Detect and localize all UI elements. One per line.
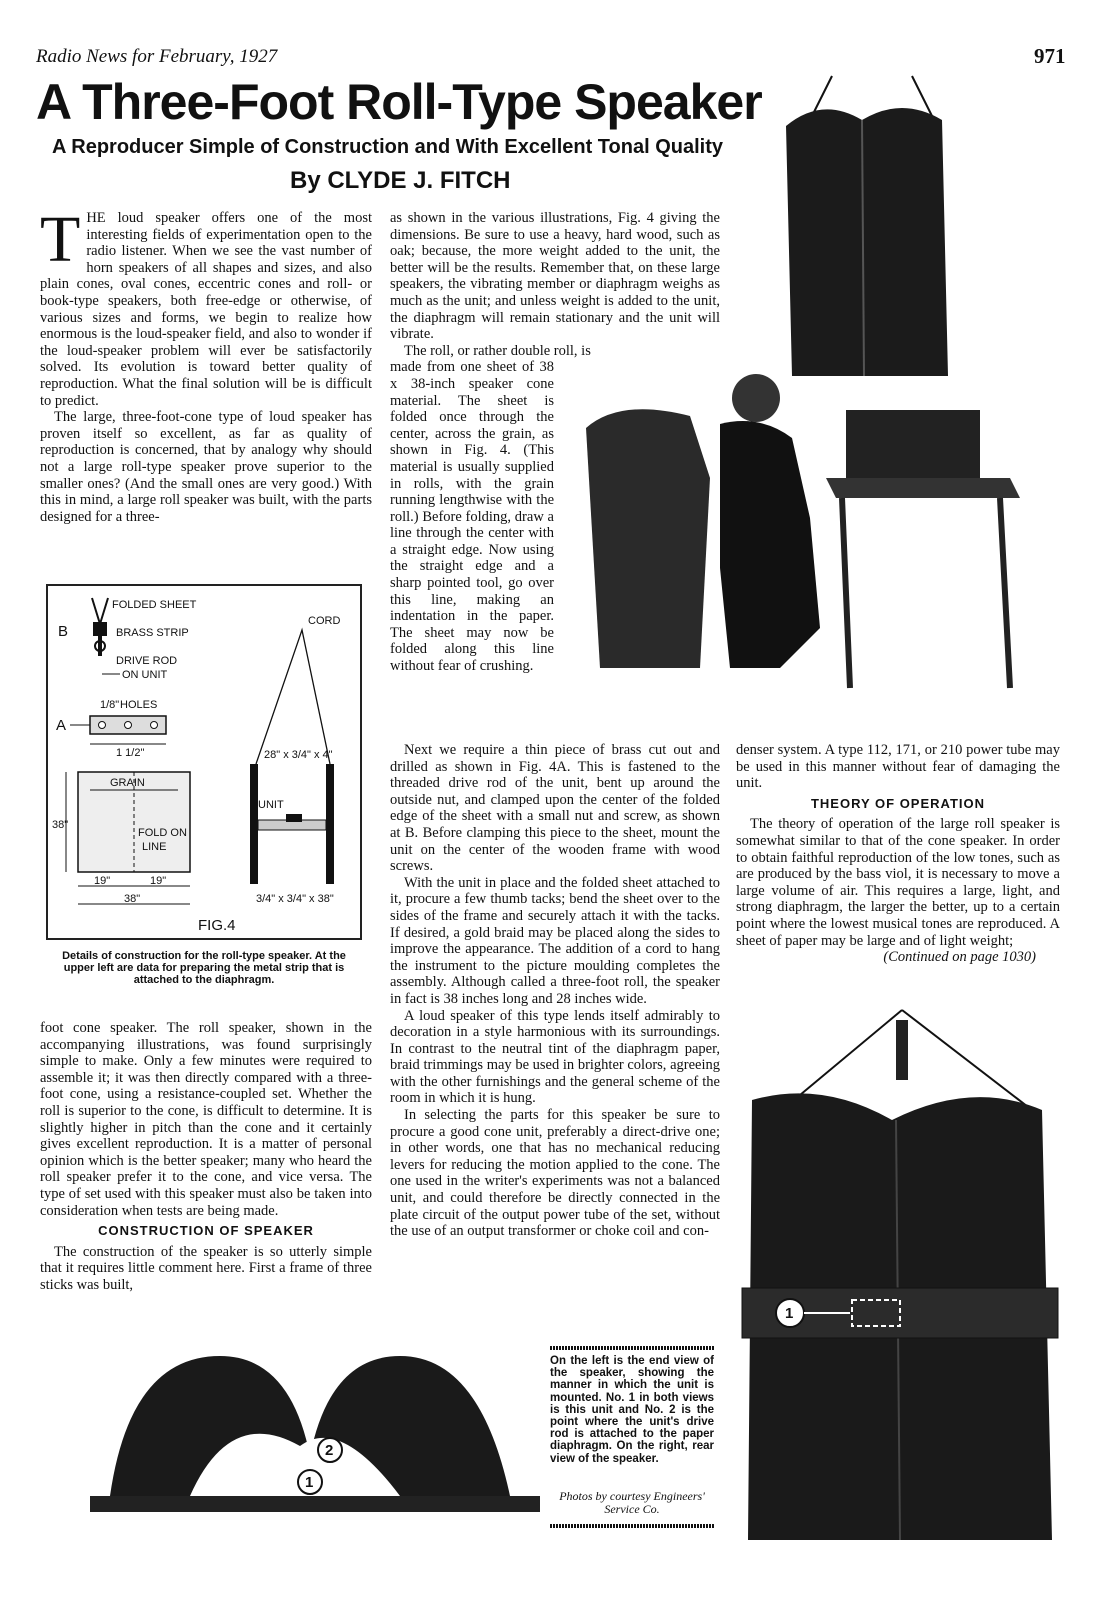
armchair-shape bbox=[586, 409, 710, 668]
byline: By CLYDE J. FITCH bbox=[290, 167, 511, 194]
folded-sheet-shape bbox=[92, 598, 108, 624]
paragraph-text: HE loud speaker offers one of the most interesting fields of experimentation open to the radio listener. When we see the vast number of horn speakers of all shapes and sizes, and also plain cones, oval cones, eccentric cones and roll- or book-type speakers, both free-edge or otherwise, of various sizes and forms, we begin to realize how enormous is the loud-speaker field, and also to wonder if the loud-speaker problem will ever be satisfactorily solved. Its evolution is toward better quality of reproduction. What the final solution will be is difficult to predict. bbox=[40, 210, 372, 409]
column-2-bottom bbox=[390, 742, 720, 1240]
label-b: B bbox=[58, 623, 69, 640]
page-number: 971 bbox=[1034, 44, 1066, 68]
label-holes: HOLES bbox=[120, 699, 158, 711]
label-dim-bottom: 3/4" x 3/4" x 38" bbox=[256, 893, 334, 905]
photo-end-view bbox=[40, 1346, 540, 1546]
caption-rule-bottom bbox=[550, 1524, 714, 1528]
paragraph: denser system. A type 112, 171, or 210 power tube may be used in this manner without fear of damaging the unit. bbox=[736, 742, 1060, 792]
column-1-bottom bbox=[40, 1020, 372, 1294]
paragraph: The construction of the speaker is so utterly simple that it requires little comment here. First a frame of three sticks was built, bbox=[40, 1243, 372, 1293]
continued-note: (Continued on page 1030) bbox=[883, 949, 1036, 966]
cord-shape bbox=[902, 1010, 1032, 1110]
label-folded-sheet: FOLDED SHEET bbox=[112, 599, 197, 611]
label-dim-38-horizontal: 38" bbox=[124, 893, 141, 905]
man-body-shape bbox=[720, 421, 820, 668]
paragraph: made from one sheet of 38 x 38-inch speaker cone material. The sheet is folded once through the center, across the grain, as shown in Fig. 4. (This material is usually supplied in rolls, with the grain running lengthwise with the roll.) Before folding, draw a line through the center with a straight edge. Now using the straight edge and a sharp pointed tool, go over this line, making an indentation in the paper. The sheet may now be folded along this line without fear of crushing. bbox=[390, 359, 554, 675]
unit-shape bbox=[286, 814, 302, 822]
label-holes-size: 1/8" bbox=[100, 699, 120, 711]
frame-left-stick bbox=[250, 764, 258, 884]
photo-caption: On the left is the end view of the speaker, showing the manner in which the unit is mounted. No. 1 in both views is this unit and No. 2 is the point where the unit's drive rod is attached to the paper diaphragm. On the right, rear view of the speaker. bbox=[550, 1355, 714, 1465]
running-header: Radio News for February, 1927 bbox=[36, 46, 278, 67]
column-1-top bbox=[40, 203, 372, 525]
label-cord: CORD bbox=[308, 615, 341, 627]
label-dim-19b: 19" bbox=[150, 875, 167, 887]
label-brass-strip: BRASS STRIP bbox=[116, 627, 189, 639]
label-dim-1-half: 1 1/2" bbox=[116, 747, 145, 759]
paragraph: In selecting the parts for this speaker be sure to procure a good cone unit, preferably a direct-drive one; in other words, one that has no mechanical reducing levers for reducing the motion applied to the cone. The one used in the writer's experiments was not a balanced unit, and could therefore be directly connected in the plate circuit of the output power tube of the set, without the use of an output transformer or choke coil and con- bbox=[390, 1107, 720, 1240]
frame-right-stick bbox=[326, 764, 334, 884]
column-3 bbox=[736, 742, 1060, 966]
caption-rule-top bbox=[550, 1346, 714, 1350]
figure-4-diagram bbox=[46, 584, 362, 940]
hole bbox=[151, 722, 158, 729]
label-fold-on: FOLD ON bbox=[138, 827, 187, 839]
section-heading: THEORY OF OPERATION bbox=[810, 795, 986, 811]
paragraph: The theory of operation of the large roll speaker is somewhat similar to that of the cone speaker. In order to obtain faithful reproduction of the low tones, such as are produced by the bass viol, it is necessary to move a large volume of air. This requires a large, light, and strong diaphragm, the larger the better, up to a certain point where the lowest musical tones are reproduced. A sheet of paper may be large and of light weight; bbox=[736, 816, 1060, 949]
tassel-shape bbox=[896, 1020, 908, 1080]
hole bbox=[99, 722, 106, 729]
callout-1-label: 1 bbox=[305, 1474, 314, 1491]
hole bbox=[125, 722, 132, 729]
paragraph: With the unit in place and the folded sheet attached to it, procure a few thumb tacks; bend the sheet over to the sides of the frame and securely attach it with the tacks. If desired, a gold braid may be placed along the sides to improve the appearance. The addition of a cord to hang the instrument to the picture moulding completes the assembly. Although called a three-foot roll, the speaker in fact is 38 inches long and 28 inches wide. bbox=[390, 874, 720, 1007]
article-title: A Three-Foot Roll-Type Speaker bbox=[36, 74, 762, 130]
paragraph bbox=[40, 203, 372, 409]
speaker-roll-shape bbox=[786, 108, 948, 376]
brass-clip-shape bbox=[93, 622, 107, 636]
man-head-shape bbox=[732, 374, 780, 422]
frame-base-shape bbox=[90, 1496, 540, 1512]
photo-hanging-speaker bbox=[782, 76, 952, 376]
label-drive-rod: DRIVE ROD bbox=[116, 655, 178, 667]
callout-1-label: 1 bbox=[785, 1305, 794, 1322]
photo-credit: Photos by courtesy Engineers' Service Co. bbox=[559, 1489, 705, 1516]
label-line: LINE bbox=[142, 841, 167, 853]
drive-rod-shape bbox=[98, 636, 102, 656]
paragraph-lead: The roll, or rather double roll, is bbox=[404, 342, 591, 359]
hanging-cord bbox=[256, 630, 330, 764]
label-unit: UNIT bbox=[258, 799, 284, 811]
label-dim-28: 28" x 3/4" x 4" bbox=[264, 749, 333, 761]
paragraph: A loud speaker of this type lends itself admirably to decoration in a style harmonious with its surroundings. In contrast to the neutral tint of the diaphragm paper, braid trimmings may be used in brighter colors, agreeing with the other furnishings and the general scheme of the room in which it is hung. bbox=[390, 1007, 720, 1107]
label-dim-38-vertical: 38" bbox=[52, 819, 69, 831]
label-on-unit: ON UNIT bbox=[122, 669, 168, 681]
paragraph: foot cone speaker. The roll speaker, shown in the accompanying illustrations, was found surprisingly simple to make. Only a few minutes were required to assemble it; it was then directly compared with a three-foot cone, using a resistance-coupled set. Whether the roll is superior to the cone, is difficult to determine. It is slightly higher in pitch than the cone and it certainly gives excellent reproduction. It is a matter of personal opinion which is the better speaker; many who heard the roll speaker prefer it to the cone, and vice versa. The type of set used with this speaker must also be taken into consideration when tests are being made. bbox=[40, 1020, 372, 1219]
label-a: A bbox=[56, 717, 67, 734]
table-top-shape bbox=[826, 478, 1020, 498]
photo-rear-view bbox=[742, 1000, 1062, 1560]
drop-cap: T bbox=[40, 203, 81, 276]
table-legs-shape bbox=[842, 498, 1010, 688]
section-heading: CONSTRUCTION OF SPEAKER bbox=[98, 1223, 314, 1239]
label-grain: GRAIN bbox=[110, 777, 145, 789]
label-fig-4: FIG.4 bbox=[198, 917, 236, 934]
paragraph: The large, three-foot-cone type of loud speaker has proven itself so excellent, as far as quality of reproduction is concerned, that by analogy why should not a large roll-type speaker prove superior to the smaller ones? (And the small ones are very good.) With this in mind, a large roll speaker was built, with the parts designed for a three- bbox=[40, 409, 372, 525]
photo-man-listening bbox=[580, 368, 1020, 698]
paragraph: Next we require a thin piece of brass cut out and drilled as shown in Fig. 4A. This is fastened to the threaded drive rod of the unit, bent up around the outside nut, and clamped upon the center of the folded edge of the sheet with a small nut and screw, as shown at B. Before clamping this piece to the sheet, mount the unit on the center of the wooden frame with wood screws. bbox=[390, 742, 720, 875]
figure-caption: Details of construction for the roll-type speaker. At the upper left are data for preparing the metal strip that is attached to the diaphragm. bbox=[62, 950, 346, 986]
radio-set-shape bbox=[846, 410, 980, 478]
callout-2-label: 2 bbox=[325, 1442, 334, 1459]
label-dim-19a: 19" bbox=[94, 875, 111, 887]
article-subtitle: A Reproducer Simple of Construction and With Excellent Tonal Quality bbox=[52, 136, 723, 158]
paragraph: as shown in the various illustrations, Fig. 4 giving the dimensions. Be sure to use a heavy, hard wood, such as oak; because, the more weight added to the unit, the better will be the results. Remember that, on these large speakers, the vibrating member or diaphragm weighs as much as the unit; and unless weight is added to the unit, the diaphragm will remain stationary and the unit will vibrate. bbox=[390, 210, 720, 343]
